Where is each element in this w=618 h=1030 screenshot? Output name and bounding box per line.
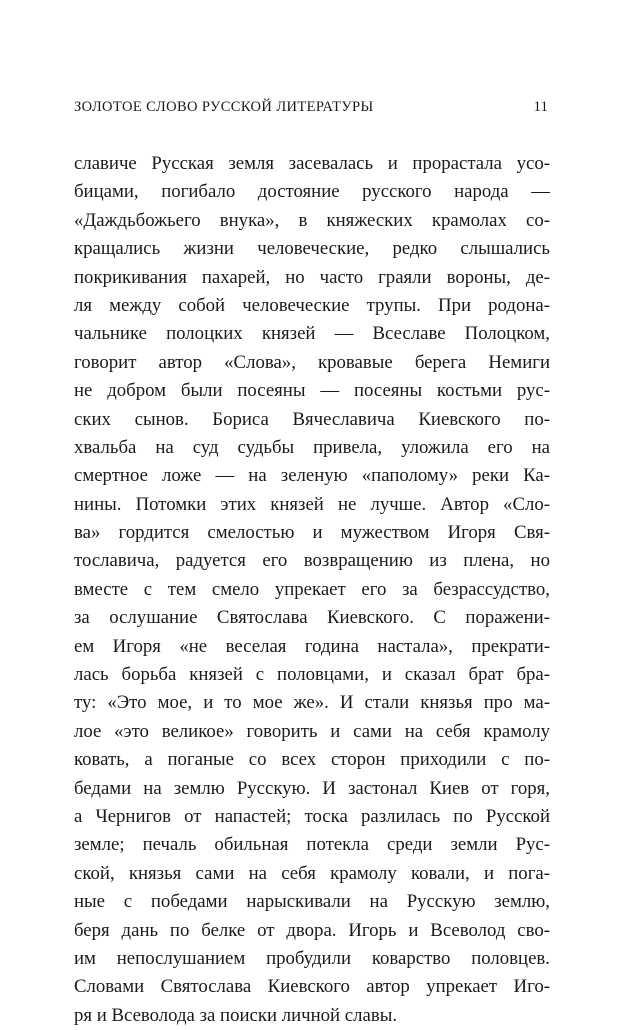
text-line: лое «это великое» говорить и сами на себя крамолу [74, 720, 550, 742]
text-line: лась борьба князей с половцами, и сказал брат бра- [74, 664, 550, 686]
text-line: ской, князья сами на себя крамолу ковали, и пога- [74, 862, 550, 884]
running-header-title: ЗОЛОТОЕ СЛОВО РУССКОЙ ЛИТЕРАТУРЫ [74, 99, 374, 115]
text-line: ских сынов. Бориса Вячеславича Киевского по- [74, 408, 550, 430]
text-line: вместе с тем смело упрекает его за безрассудство, [74, 578, 550, 600]
page-number: 11 [533, 99, 548, 115]
text-line: ва» гордится смелостью и мужеством Игоря Свя- [74, 522, 550, 544]
text-line: смертное ложе — на зеленую «паполому» реки Ка- [74, 465, 550, 487]
text-line: ря и Всеволода за поиски личной славы. [74, 1004, 398, 1026]
text-line: тославича, радуется его возвращению из плена, но [74, 550, 550, 572]
text-line: кращались жизни человеческие, редко слышались [74, 238, 550, 260]
text-line: нины. Потомки этих князей не лучше. Автор «Сло- [74, 493, 550, 515]
text-line: ту: «Это мое, и то мое же». И стали князья про ма- [74, 692, 550, 714]
text-line: ные с победами нарыскивали на Русскую землю, [74, 891, 550, 913]
body-text [74, 150, 550, 1030]
text-line: беря дань по белке от двора. Игорь и Всеволод сво- [74, 919, 550, 941]
text-line: хвальба на суд судьбы привела, уложила его на [74, 436, 550, 458]
text-line: бедами на землю Русскую. И застонал Киев от горя, [74, 777, 550, 799]
text-line: Словами Святослава Киевского автор упрекает Иго- [74, 976, 550, 998]
text-line: чальнике полоцких князей — Всеславе Полоцком, [74, 323, 550, 345]
text-line: ля между собой человеческие трупы. При родона- [74, 294, 550, 316]
text-line: за ослушание Святослава Киевского. С поражени- [74, 607, 550, 629]
text-line: «Даждьбожьего внука», в княжеских крамолах со- [74, 209, 550, 231]
text-line: им непослушанием пробудили коварство половцев. [74, 947, 550, 969]
text-line: бицами, погибало достояние русского народа — [74, 181, 550, 203]
text-line: покрикивания пахарей, но часто граяли вороны, де- [74, 266, 550, 288]
running-header [74, 97, 548, 121]
text-line: ковать, а поганые со всех сторон приходили с по- [74, 749, 550, 771]
text-line: земле; печаль обильная потекла среди земли Рус- [74, 834, 550, 856]
text-line: говорит автор «Слова», кровавые берега Немиги [74, 351, 550, 373]
text-line: ем Игоря «не веселая година настала», прекрати- [74, 635, 550, 657]
text-line: не добром были посеяны — посеяны костьми рус- [74, 380, 550, 402]
text-line: славиче Русская земля засевалась и прорастала усо- [74, 153, 550, 174]
text-line: а Чернигов от напастей; тоска разлилась по Русской [74, 805, 550, 827]
